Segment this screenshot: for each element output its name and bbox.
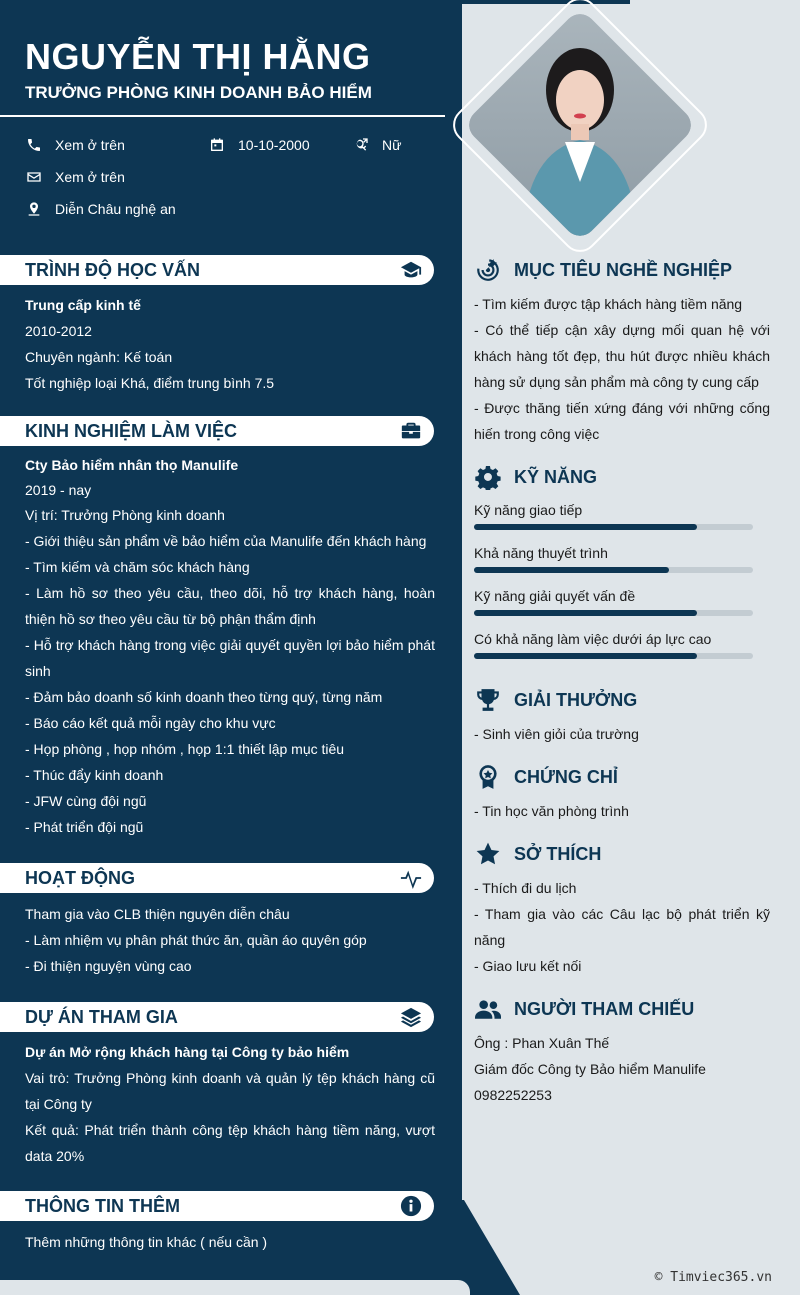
hobby-line: - Thích đi du lịch [474,880,577,896]
objective-content [474,291,770,447]
skill-label: Có khả năng làm việc dưới áp lực cao [474,631,712,647]
education-content [25,292,435,396]
experience-duty: - Hỗ trợ khách hàng trong việc giải quyết quyền lợi bảo hiểm phát sinh [25,637,435,679]
skill-bar-fill [474,610,697,616]
activity-line: - Làm nhiệm vụ phân phát thức ăn, quần áo quyên góp [25,932,367,948]
skill-label: Kỹ năng giải quyết vấn đề [474,588,636,604]
gender-value: Nữ [382,137,402,153]
education-major: Chuyên ngành: Kế toán [25,349,173,365]
experience-duty: - Giới thiệu sản phẩm về bảo hiểm của Manulife đến khách hàng [25,533,427,549]
hobbies-section-header [474,840,601,868]
target-icon [474,256,502,284]
experience-content [25,453,435,840]
objective-section-header [474,256,732,284]
skill-bar [474,653,753,659]
briefcase-icon [398,419,424,443]
objective-line: - Có thể tiếp cận xây dựng mối quan hệ với khách hàng tốt đẹp, thu hút được nhiều khách hàng sử dụng sản phẩm mà công ty cung cấp [474,322,770,390]
experience-section-header [0,416,434,446]
more-info-text: Thêm những thông tin khác ( nếu cần ) [25,1234,268,1250]
experience-duty: - Phát triển đội ngũ [25,819,144,835]
gear-icon [474,463,502,491]
project-name: Dự án Mở rộng khách hàng tại Công ty bảo hiểm [25,1044,350,1060]
contact-email [25,168,125,186]
certificates-title: CHỨNG CHỈ [514,766,618,787]
skill-bar-fill [474,524,697,530]
skill-bar [474,567,753,573]
experience-period: 2019 - nay [25,482,92,498]
project-result: Kết quả: Phát triển thành công tệp khách hàng tiềm năng, vượt data 20% [25,1122,435,1164]
header-divider [0,115,445,117]
experience-position: Vị trí: Trưởng Phòng kinh doanh [25,507,225,523]
footer-strip [0,1280,470,1295]
awards-section-header [474,686,637,714]
certificate-line: - Tin học văn phòng trình [474,803,629,819]
address-value: Diễn Châu nghệ an [55,201,176,217]
experience-duty: - Thúc đẩy kinh doanh [25,767,164,783]
star-icon [474,840,502,868]
objective-line: - Tìm kiếm được tập khách hàng tiềm năng [474,296,743,312]
birthday-value: 10-10-2000 [238,137,310,153]
candidate-name: NGUYỄN THỊ HẰNG [25,36,371,77]
email-value: Xem ở trên [55,169,125,185]
experience-duty: - Làm hồ sơ theo yêu cầu, theo dõi, hỗ trợ khách hàng, hoàn thiện hồ sơ theo yêu cầu từ bộ phận thẩm định [25,585,435,627]
education-title: TRÌNH ĐỘ HỌC VẤN [25,260,200,280]
skills-section-header [474,463,597,491]
education-period: 2010-2012 [25,323,92,339]
activity-line: - Đi thiện nguyện vùng cao [25,958,192,974]
awards-title: GIẢI THƯỞNG [514,689,638,710]
skill-label: Khả năng thuyết trình [474,545,608,561]
activities-section-header [0,863,434,893]
education-result: Tốt nghiệp loại Khá, điểm trung bình 7.5 [25,375,275,391]
reference-role: Giám đốc Công ty Bảo hiểm Manulife [474,1061,706,1077]
trophy-icon [474,686,502,714]
hobby-line: - Giao lưu kết nối [474,958,582,974]
location-pin-icon [25,200,43,218]
hobbies-content [474,875,770,979]
more-info-section-header [0,1191,434,1221]
graduation-cap-icon [398,258,424,282]
reference-name: Ông : Phan Xuân Thế [474,1035,610,1051]
gender-icon [352,136,370,154]
skill-label: Kỹ năng giao tiếp [474,502,583,518]
more-info-title: THÔNG TIN THÊM [25,1196,180,1216]
layers-icon [398,1005,424,1029]
more-info-content [25,1229,435,1255]
skill-item [474,588,754,616]
skill-item [474,631,754,659]
certificates-content [474,798,770,824]
experience-duty: - Đảm bảo doanh số kinh doanh theo từng quý, từng năm [25,689,383,705]
skill-item [474,545,754,573]
objective-line: - Được thăng tiến xứng đáng với những cống hiến trong công việc [474,400,770,442]
objective-title: MỤC TIÊU NGHỀ NGHIỆP [514,259,733,280]
contact-phone [25,136,125,154]
medal-icon [474,763,502,791]
experience-duty: - JFW cùng đội ngũ [25,793,147,809]
envelope-icon [25,168,43,186]
calendar-icon [208,136,226,154]
activity-line: Tham gia vào CLB thiện nguyên diễn châu [25,906,290,922]
project-role: Vai trò: Trưởng Phòng kinh doanh và quản lý tệp khách hàng cũ tại Công ty [25,1070,435,1112]
experience-company: Cty Bảo hiểm nhân thọ Manulife [25,457,239,473]
skills-title: KỸ NĂNG [514,466,598,487]
hobbies-title: SỞ THÍCH [514,843,602,864]
watermark: © Timviec365.vn [654,1270,772,1285]
experience-duty: - Tìm kiếm và chăm sóc khách hàng [25,559,250,575]
phone-icon [25,136,43,154]
certificates-section-header [474,763,618,791]
skill-item [474,502,754,530]
users-icon [474,995,502,1023]
references-title: NGƯỜI THAM CHIẾU [514,998,695,1019]
experience-title: KINH NGHIỆM LÀM VIỆC [25,421,238,441]
experience-duty: - Báo cáo kết quả mỗi ngày cho khu vực [25,715,276,731]
info-icon [398,1194,424,1218]
education-school: Trung cấp kinh tế [25,297,141,313]
contact-gender [352,136,401,154]
activities-title: HOẠT ĐỘNG [25,868,135,888]
projects-title: DỰ ÁN THAM GIA [25,1007,178,1027]
pulse-icon [398,866,424,890]
skill-bar-fill [474,653,697,659]
skill-bar [474,610,753,616]
activities-content [25,901,435,979]
award-line: - Sinh viên giỏi của trường [474,726,639,742]
reference-phone: 0982252253 [474,1087,552,1103]
projects-content [25,1039,435,1169]
hobby-line: - Tham gia vào các Câu lạc bộ phát triển kỹ năng [474,906,770,948]
skill-bar [474,524,753,530]
job-title: TRƯỞNG PHÒNG KINH DOANH BẢO HIỂM [25,83,372,102]
skill-bar-fill [474,567,669,573]
projects-section-header [0,1002,434,1032]
references-section-header [474,995,694,1023]
contact-address [25,200,176,218]
education-section-header [0,255,434,285]
awards-content [474,721,770,747]
experience-duty: - Họp phòng , họp nhóm , họp 1:1 thiết lập mục tiêu [25,741,345,757]
references-content [474,1030,770,1108]
contact-birthday [208,136,310,154]
phone-value: Xem ở trên [55,137,125,153]
